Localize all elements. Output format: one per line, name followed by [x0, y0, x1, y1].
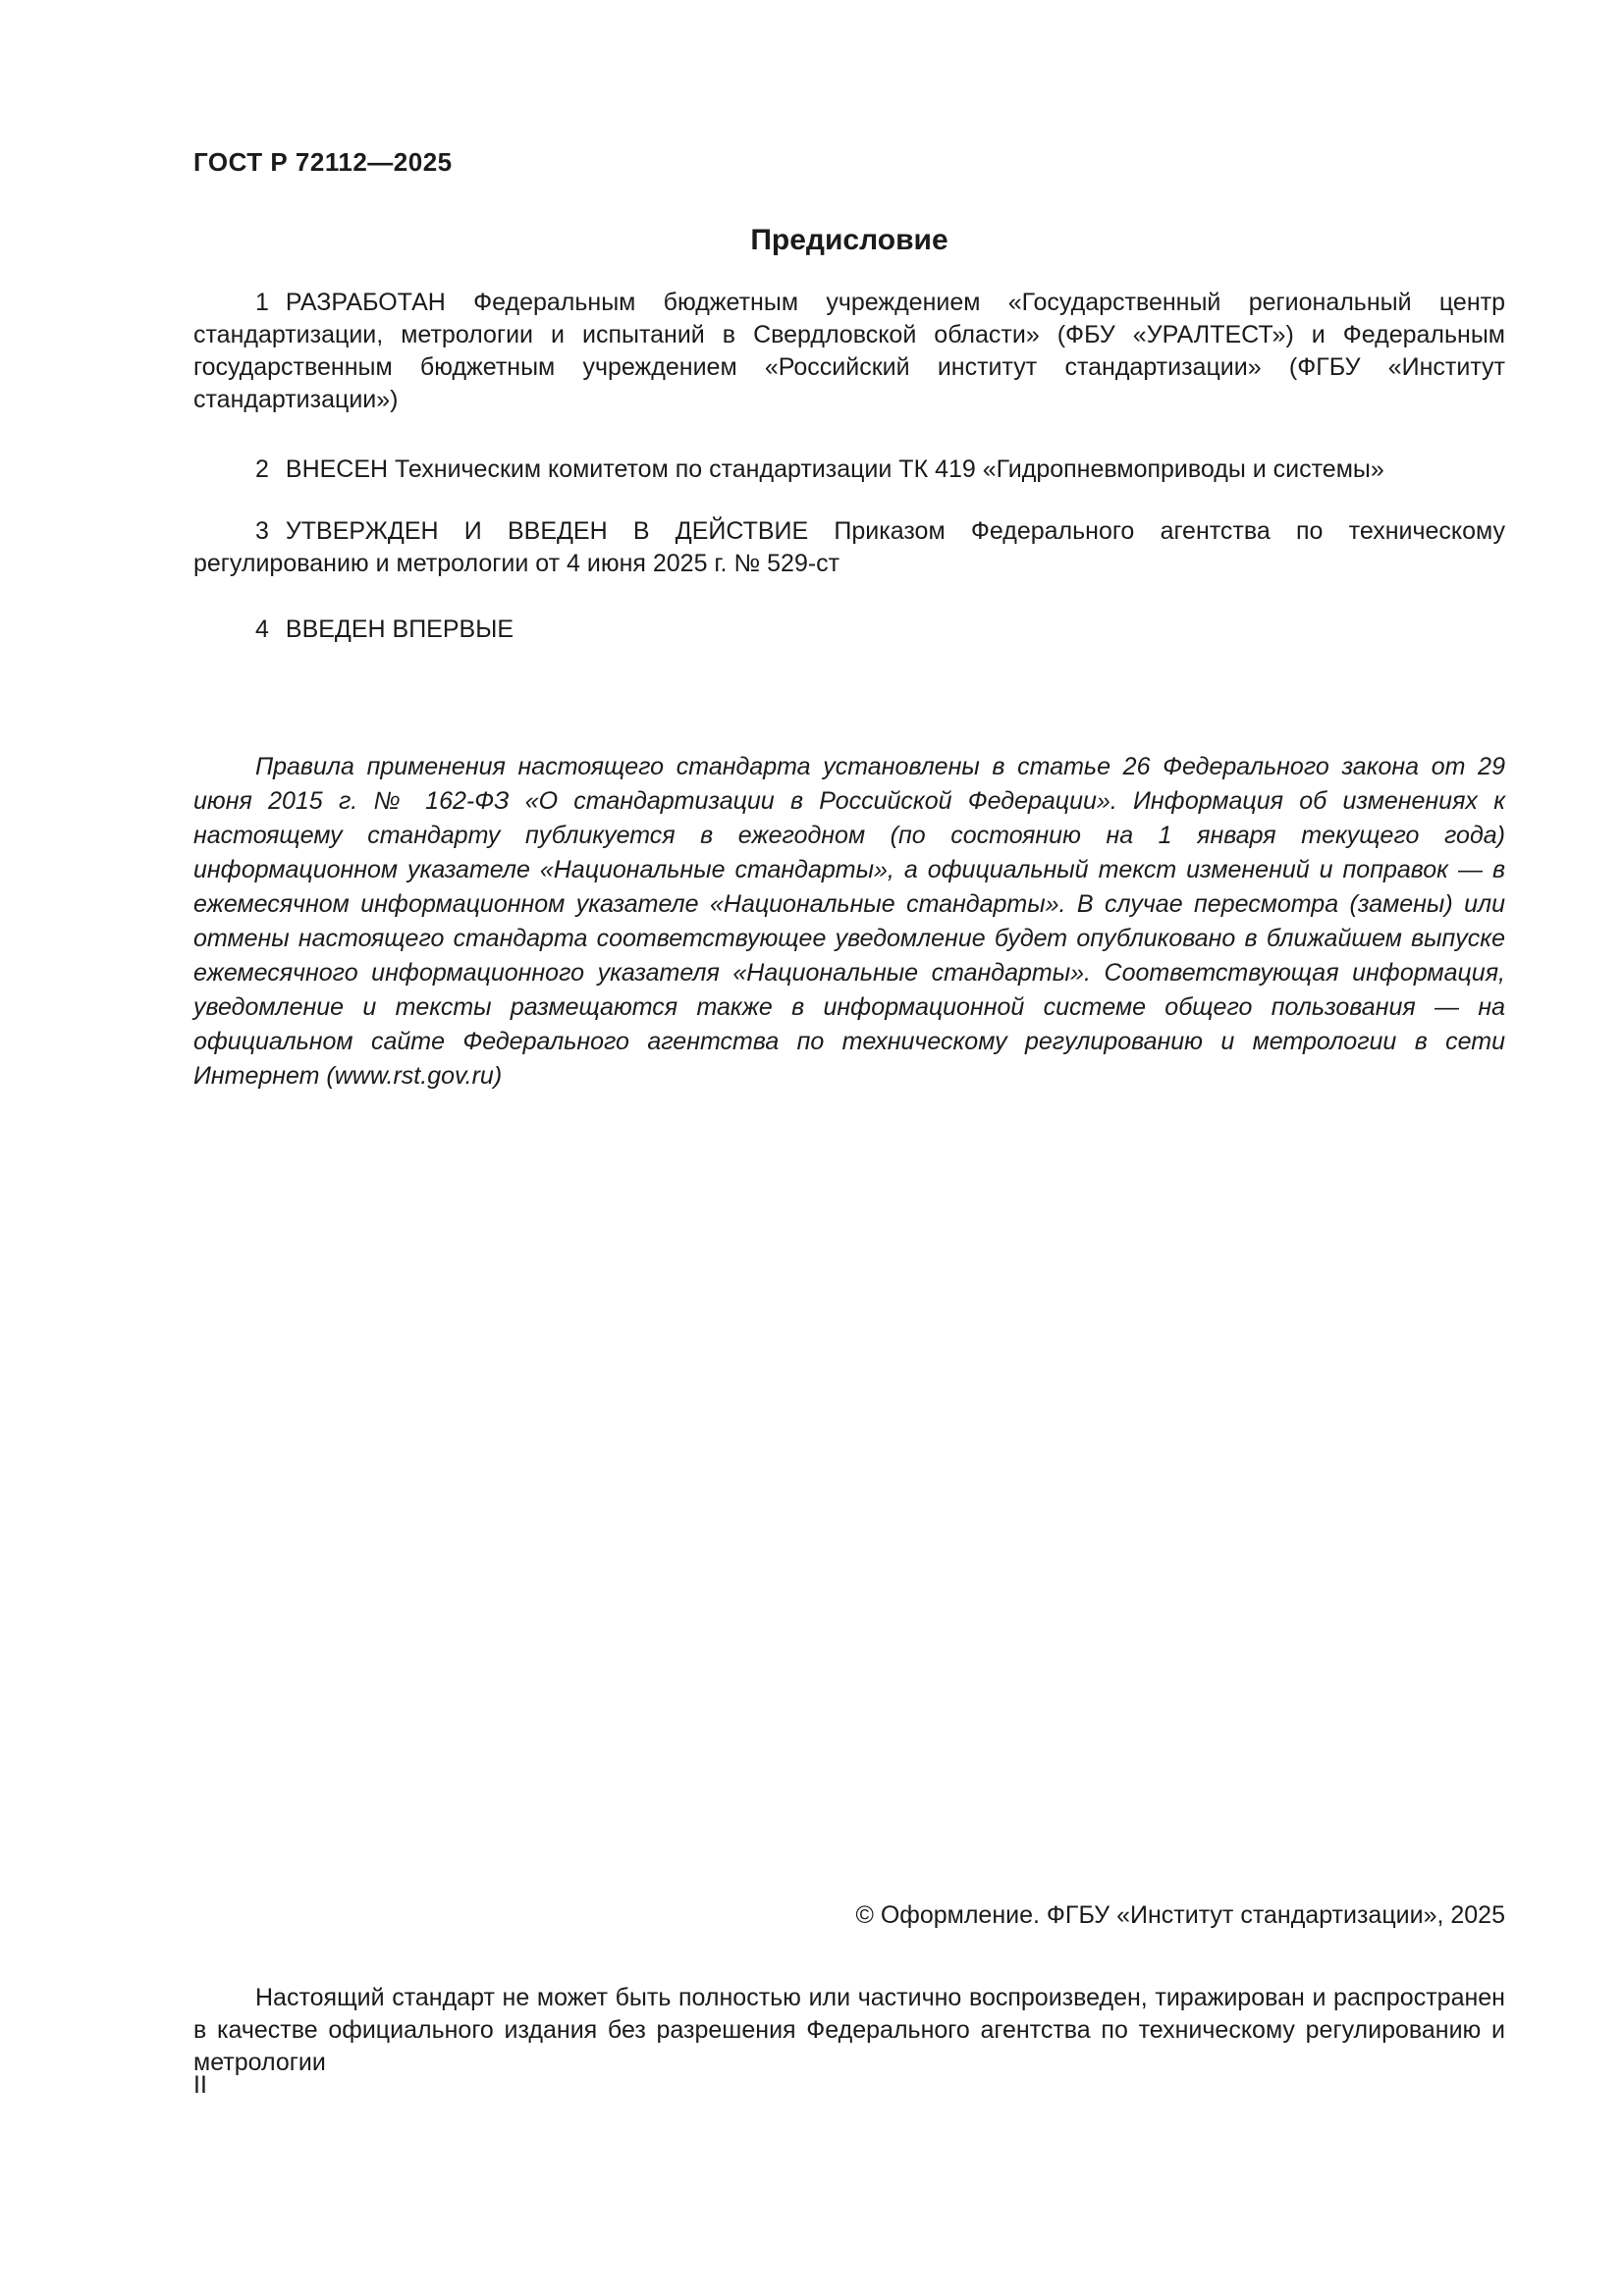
reproduction-restriction-note: Настоящий стандарт не может быть полностью или частично воспроизведен, тиражирован и распространен в качестве официального издания без разрешения Федерального агентства по техническому регулированию и метрологии: [193, 1984, 1505, 2076]
clause-developed: [193, 287, 1505, 416]
page-title: Предисловие: [750, 224, 948, 256]
clause-text: ВНЕСЕН Техническим комитетом по стандартизации ТК 419 «Гидропневмоприводы и системы»: [285, 455, 1384, 483]
page-number: II: [193, 2071, 207, 2099]
gost-standard-number: ГОСТ Р 72112—2025: [193, 147, 453, 177]
clause-approved: [193, 515, 1505, 580]
clause-number: 4: [255, 615, 269, 643]
copyright-notice: © Оформление. ФГБУ «Институт стандартизации», 2025: [855, 1901, 1505, 1929]
clause-text: УТВЕРЖДЕН И ВВЕДЕН В ДЕЙСТВИЕ Приказом Федерального агентства по техническому регулированию и метрологии от 4 июня 2025 г. № 529-ст: [193, 517, 1505, 577]
clause-text: ВВЕДЕН ВПЕРВЫЕ: [285, 615, 514, 643]
clause-text: РАЗРАБОТАН Федеральным бюджетным учреждением «Государственный региональный центр стандартизации, метрологии и испытаний в Свердловской области» (ФБУ «УРАЛТЕСТ») и Федеральным государственным бюджетным учреждением «Российский институт стандартизации» (ФГБУ «Институт стандартизации»): [193, 289, 1505, 413]
clause-number: 1: [255, 289, 269, 316]
clause-number: 3: [255, 517, 269, 545]
clause-introduced-first-time: [193, 614, 1505, 646]
clause-number: 2: [255, 455, 269, 483]
application-rules-note: Правила применения настоящего стандарта установлены в статье 26 Федерального закона от 29 июня 2015 г. № 162-ФЗ «О стандартизации в Российской Федерации». Информация об изменениях к настоящему стандарту публикуется в ежегодном (по состоянию на 1 января текущего года) информационном указателе «Национальные стандарты», а официальный текст изменений и поправок — в ежемесячном информационном указателе «Национальные стандарты». В случае пересмотра (замены) или отмены настоящего стандарта соответствующее уведомление будет опубликовано в ближайшем выпуске ежемесячного информационного указателя «Национальные стандарты». Соответствующая информация, уведомление и тексты размещаются также в информационной системе общего пользования — на официальном сайте Федерального агентства по техническому регулированию и метрологии в сети Интернет (www.rst.gov.ru): [193, 753, 1505, 1090]
clause-submitted: [193, 454, 1505, 486]
